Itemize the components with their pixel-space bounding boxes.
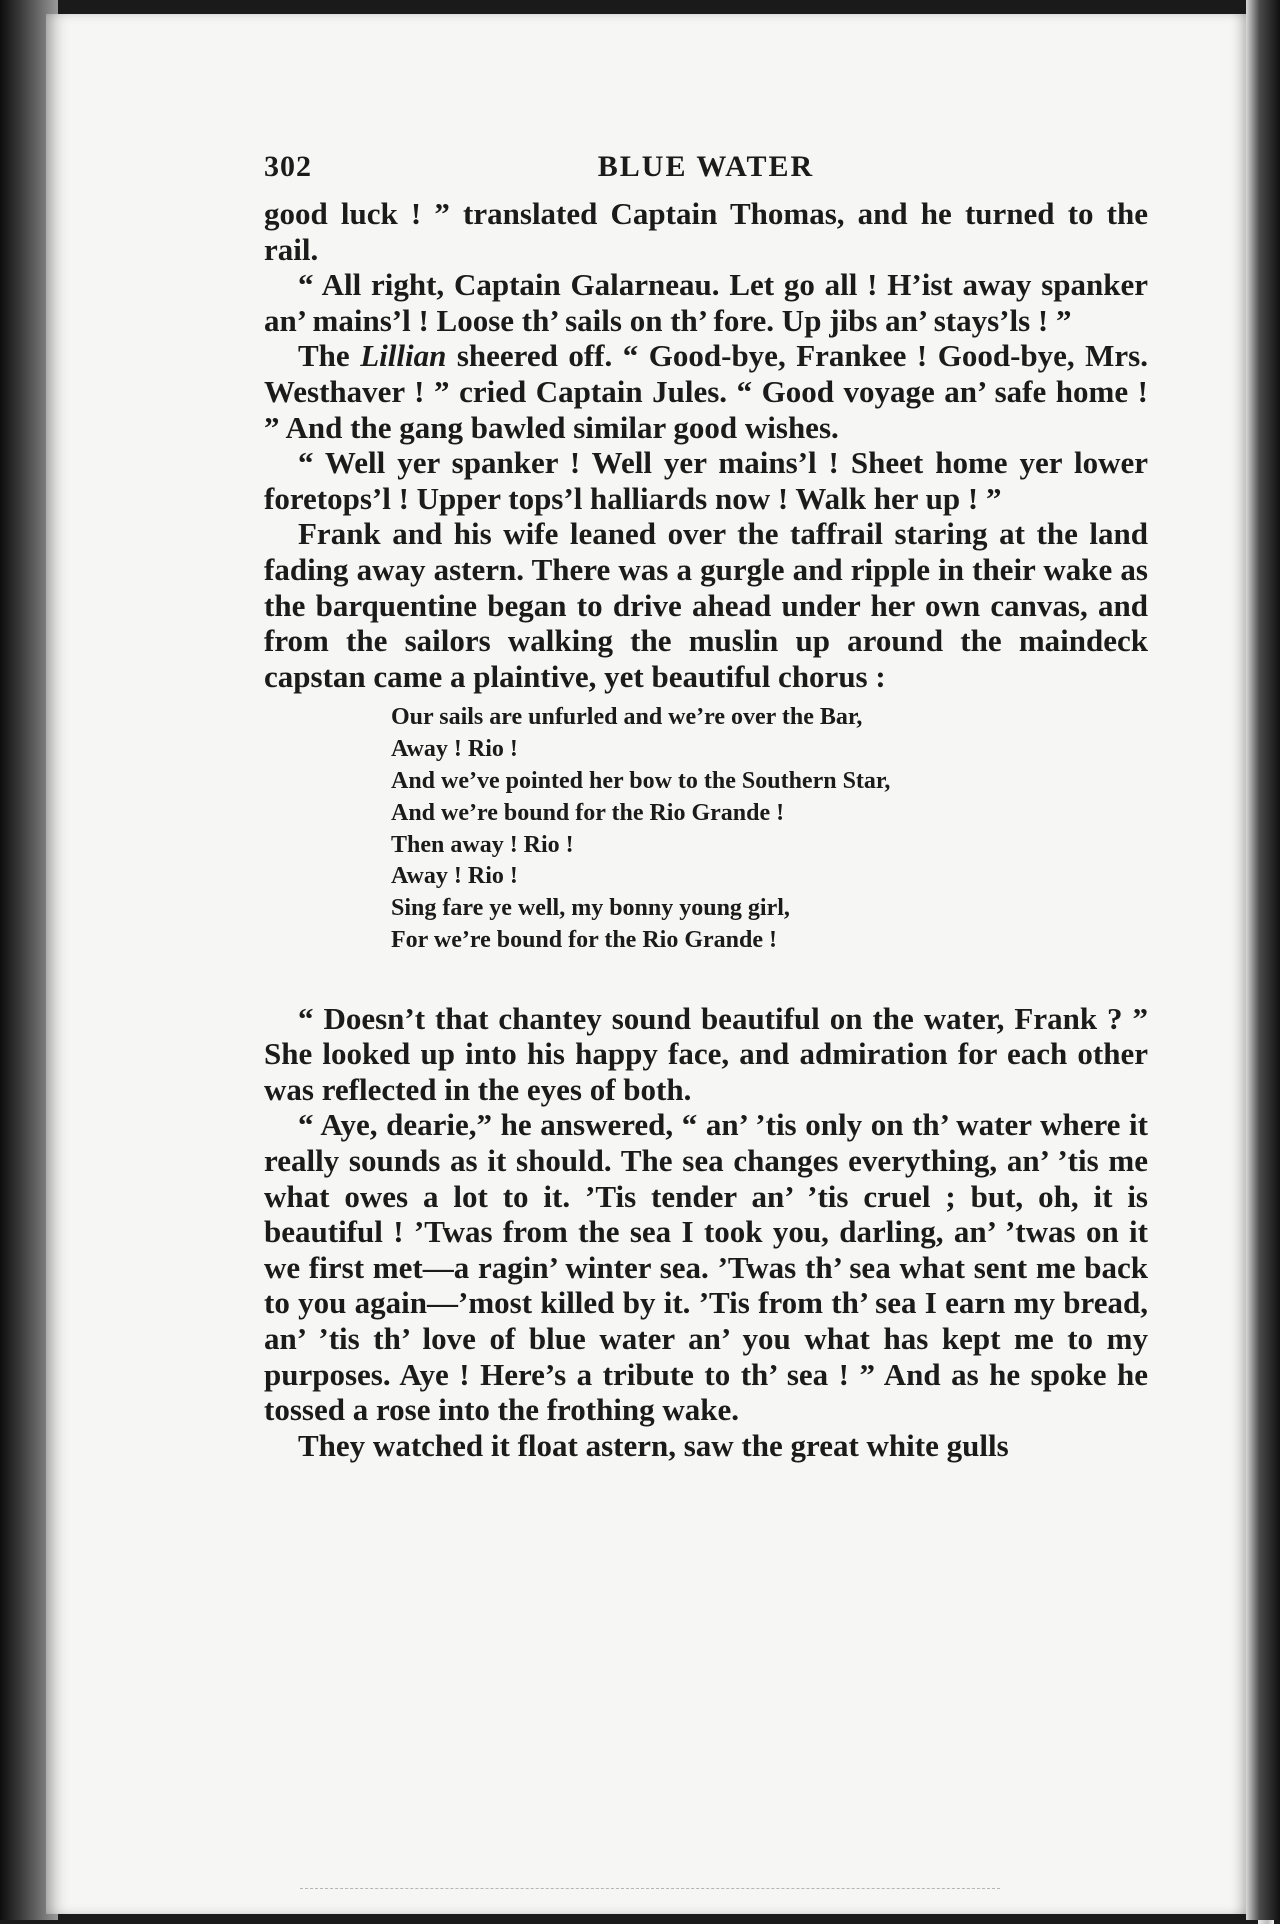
- paragraph: [264, 338, 1148, 445]
- ship-name: Lillian: [360, 338, 447, 374]
- scan-right-border: [1246, 0, 1280, 1920]
- paragraph: They watched it float astern, saw the great white gulls: [298, 1427, 1009, 1463]
- chantey-verse: [391, 702, 1148, 956]
- verse-line: Away ! Rio !: [391, 863, 518, 890]
- running-title: BLUE WATER: [597, 150, 815, 183]
- paragraph: good luck ! ” translated Captain Thomas, and he turned to the rail.: [264, 196, 1148, 267]
- paragraph: “ Well yer spanker ! Well yer mains’l ! Sheet home yer lower foretops’l ! Upper tops’l halliards now ! Walk her up ! ”: [264, 445, 1148, 516]
- verse-line: Our sails are unfurled and we’re over the Bar,: [391, 704, 863, 731]
- verse-line: And we’re bound for the Rio Grande !: [391, 799, 785, 826]
- paragraph: “ Doesn’t that chantey sound beautiful on the water, Frank ? ” She looked up into his happy face, and admiration for each other was reflected in the eyes of both.: [264, 1000, 1148, 1107]
- verse-line: Sing fare ye well, my bonny young girl,: [391, 895, 790, 922]
- paragraph: “ All right, Captain Galarneau. Let go all ! H’ist away spanker an’ mains’l ! Loose th’ sails on th’ fore. Up jibs an’ stays’ls ! ”: [264, 267, 1148, 338]
- paragraph: “ Aye, dearie,” he answered, “ an’ ’tis only on th’ water where it really sounds as it should. The sea changes everything, an’ ’tis me what owes a lot to it. ’Tis tender an’ ’tis cruel ; but, oh, it is beautiful ! ’Twas from the sea I took you, darling, an’ ’twas on it we first met—a ragin’ winter sea. ’Twas th’ sea what sent me back to you again—’most killed by it. ’Tis from th’ sea I earn my bread, an’ ’tis th’ love of blue water an’ you what has kept me to my purposes. Aye ! Here’s a tribute to th’ sea ! ” And as he spoke he tossed a rose into the frothing wake.: [264, 1107, 1148, 1428]
- verse-line: Away ! Rio !: [391, 736, 518, 763]
- running-head: [264, 150, 1148, 190]
- scan-artifact-marks: [300, 1888, 1000, 1895]
- paragraph-text: The: [298, 338, 361, 374]
- page-text: [264, 150, 1148, 1463]
- paragraph: Frank and his wife leaned over the taffrail staring at the land fading away astern. There was a gurgle and ripple in their wake as the barquentine began to drive ahead under her own canvas, and from the sailors walking the muslin up around the maindeck capstan came a plaintive, yet beautiful chorus :: [264, 516, 1148, 694]
- paragraph-text: sheered off. “ Good-bye, Frankee ! Good-bye, Mrs. Westhaver ! ” cried Captain Jules. “ Good voyage an’ safe home ! ” And the gang bawled similar good wishes.: [264, 338, 1148, 445]
- verse-line: Then away ! Rio !: [391, 831, 574, 858]
- verse-line: For we’re bound for the Rio Grande !: [391, 926, 777, 953]
- page-number: 302: [264, 150, 312, 183]
- verse-line: And we’ve pointed her bow to the Southern Star,: [391, 767, 891, 794]
